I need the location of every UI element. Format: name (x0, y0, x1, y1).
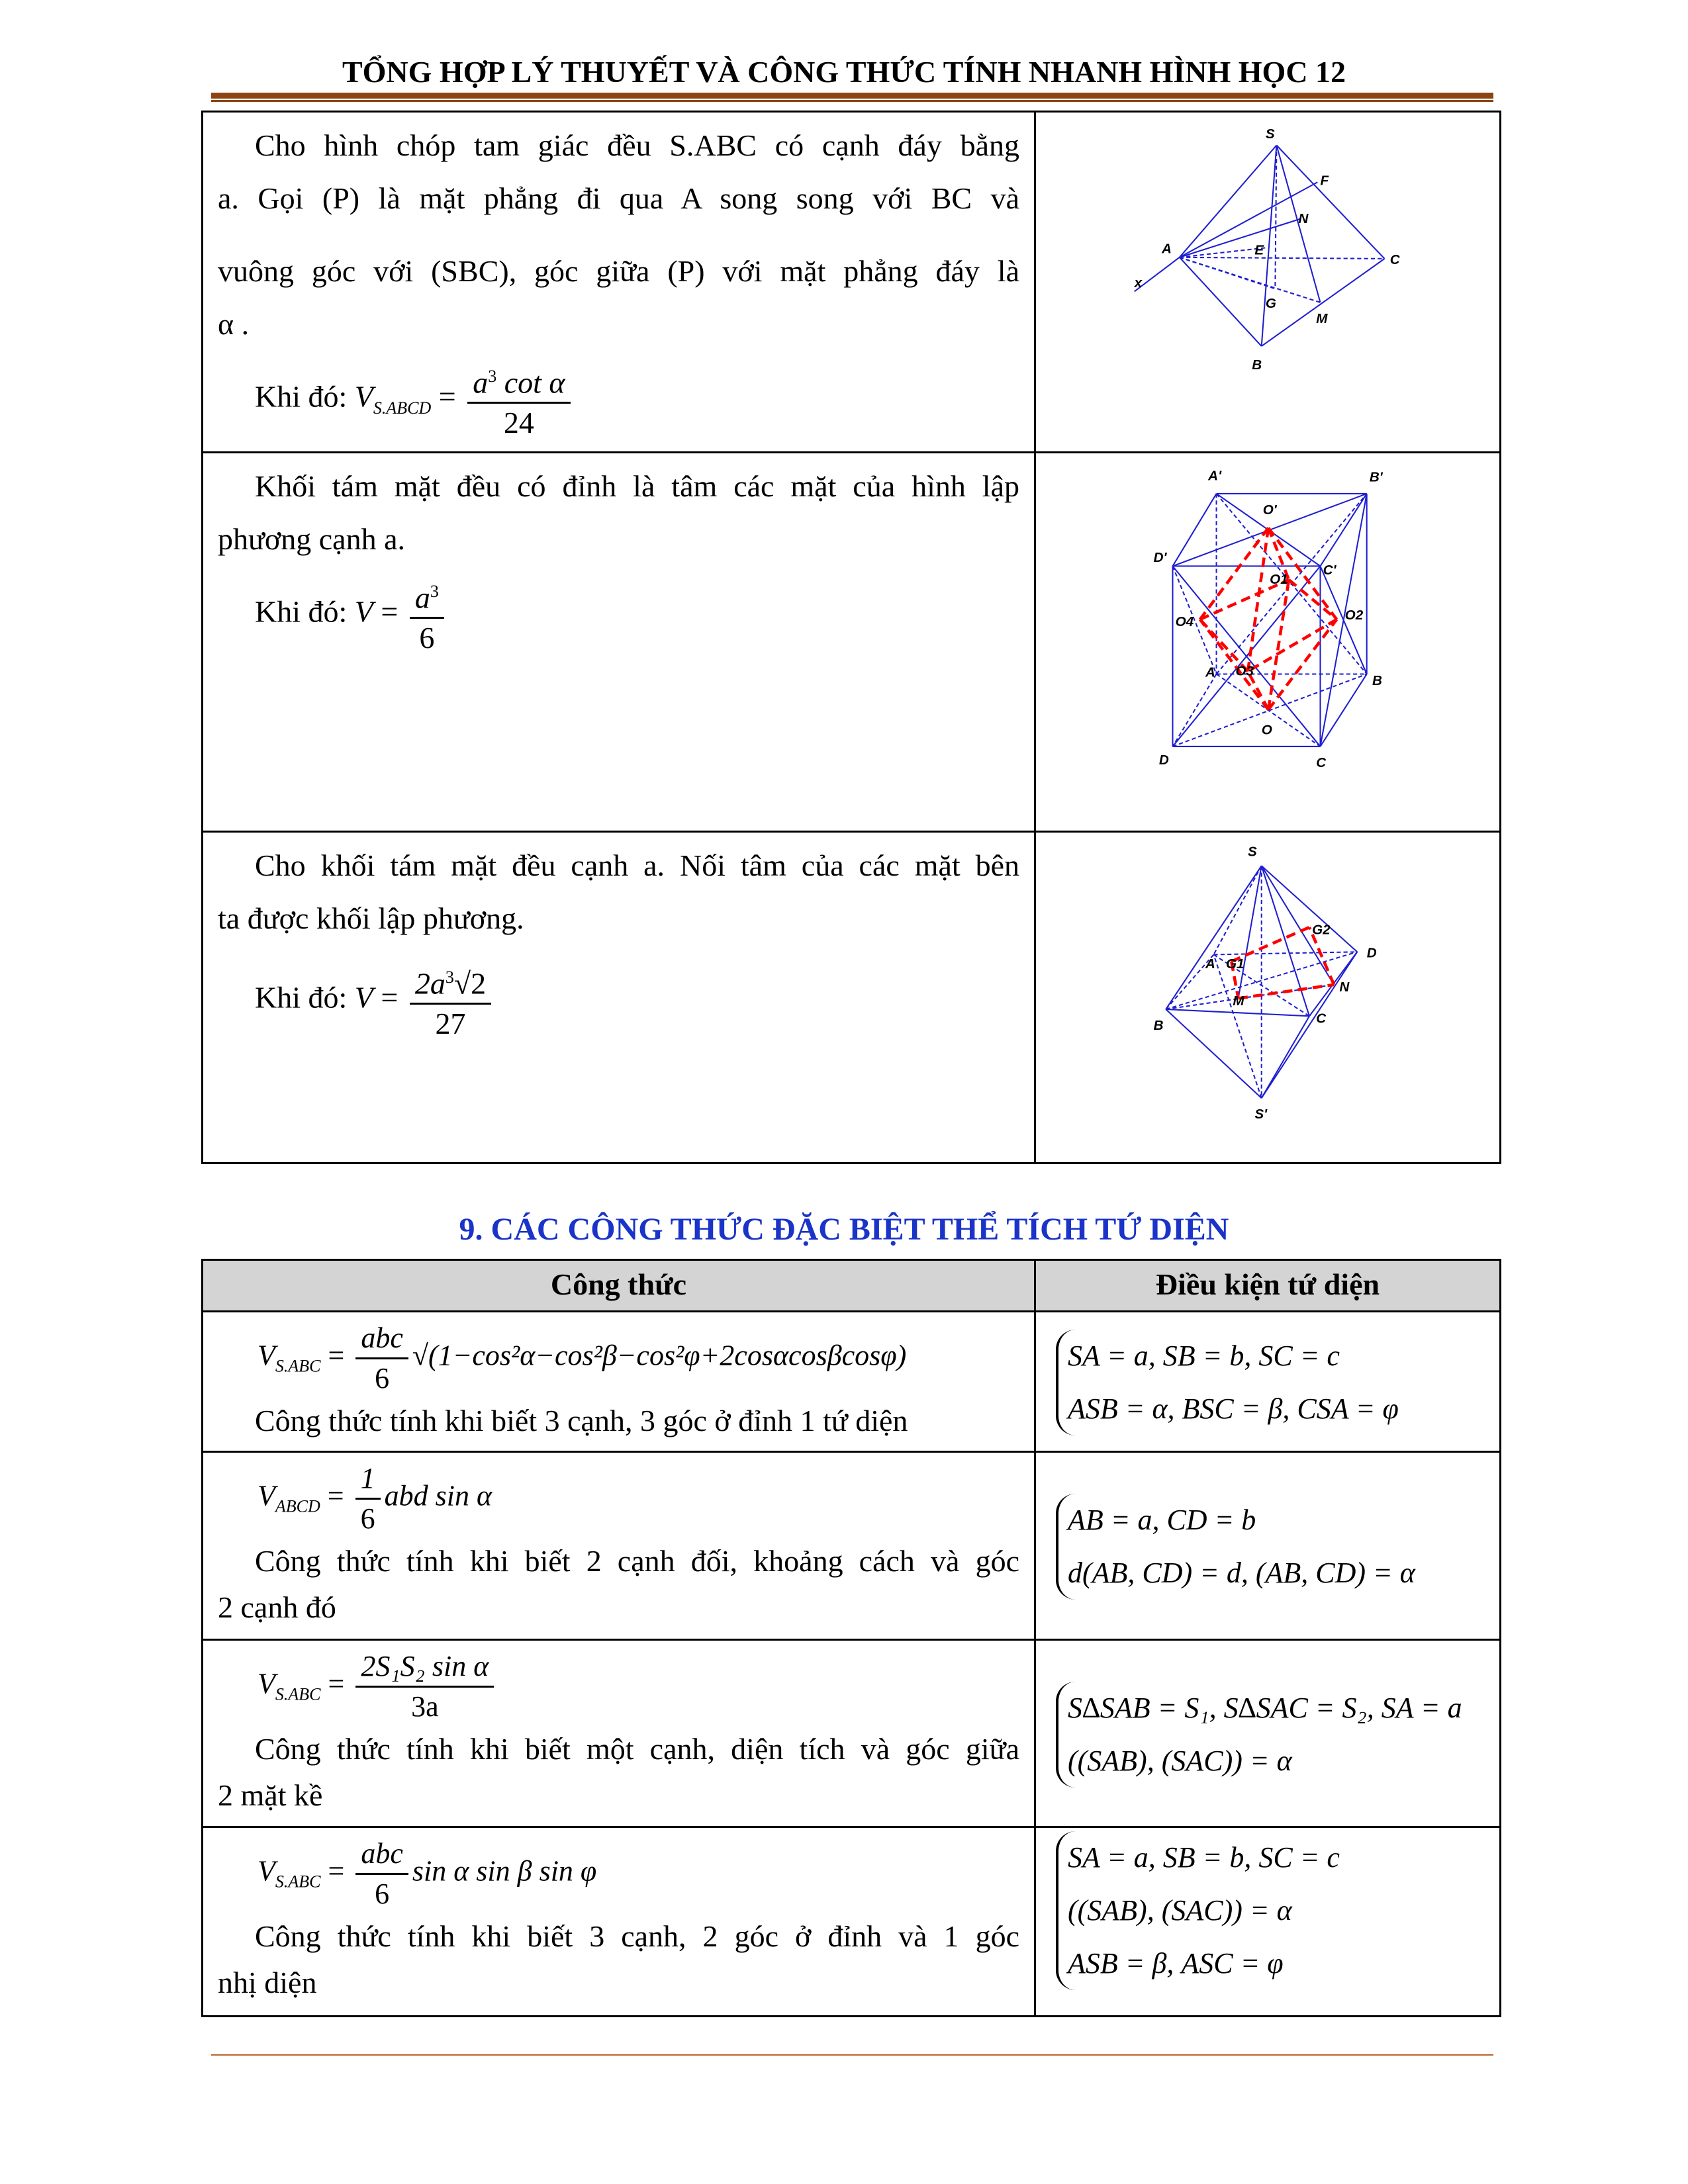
numerator: 2S₁S₂ sin α (355, 1647, 494, 1688)
formula-sub: ABCD (275, 1496, 320, 1516)
figure-edge (1166, 952, 1357, 1009)
numerator: abc (355, 1319, 408, 1359)
numerator: 1 (355, 1459, 381, 1500)
formula-lhs: V (258, 1339, 275, 1372)
figure-edge (1166, 866, 1262, 1009)
octahedron-figure (1036, 833, 1499, 1164)
figure-label: E (1254, 242, 1264, 258)
fraction (410, 572, 444, 657)
formula-sub: S.ABC (275, 1684, 321, 1704)
condition-system (1056, 1682, 1462, 1788)
text-line: Cho khối tám mặt đều cạnh a. Nối tâm của các mặt bên (255, 848, 1019, 882)
figure-label: M (1233, 993, 1244, 1009)
figure-edge (1180, 146, 1277, 257)
formula: Khi đó: V = $\frac{a^3}{6}$ (218, 572, 1019, 657)
fraction (355, 1319, 408, 1398)
figure-label: A (1205, 664, 1215, 680)
figure-edge (1248, 619, 1336, 671)
figure-edge (1262, 259, 1385, 346)
formula-tail: sin α sin β sin φ (412, 1854, 597, 1888)
exponent: 3 (488, 367, 497, 386)
formula-description-cont: nhị diện (218, 1966, 317, 1999)
text-line: ta được khối lập phương. (218, 901, 524, 935)
figure-label: x (1134, 275, 1143, 291)
condition-line: AB = a, CD = b (1068, 1504, 1256, 1536)
figure-edge (1166, 985, 1334, 1009)
formula: Khi đó: V = $\frac{2a^3√2}{27}$ (218, 958, 1019, 1043)
formula-label: Khi đó: (255, 379, 348, 414)
formula: $V_{S.ABC}$ = $\frac{\text{2S₁S₂ sin α}}{3a}$ (218, 1647, 1019, 1726)
figure-label: G (1265, 296, 1276, 312)
figure-edge (1166, 1009, 1262, 1098)
figure-label: O' (1262, 502, 1277, 518)
section-title: 9. CÁC CÔNG THỨC ĐẶC BIỆT THỂ TÍCH TỨ DIỆN (459, 1212, 1229, 1247)
text-line: phương cạnh a. (218, 522, 406, 556)
figure-label: S (1265, 126, 1275, 142)
formula-sub: S.ABC (275, 1872, 321, 1891)
formula-lhs: V (354, 594, 373, 629)
formula-label: Khi đó: (255, 980, 348, 1015)
figure-edge (1172, 494, 1216, 566)
formula-cell (203, 1641, 1036, 1826)
table-row (203, 451, 1499, 831)
condition-system (1056, 1494, 1415, 1600)
figure-edge (1268, 619, 1336, 709)
denominator: 3a (411, 1690, 439, 1723)
formula-description-cont: 2 cạnh đó (218, 1590, 336, 1624)
fraction (355, 1459, 381, 1538)
figure-label: O (1261, 722, 1272, 738)
figure-label: O3 (1235, 663, 1254, 679)
formula-lhs: V (258, 1667, 275, 1700)
condition-system (1056, 1831, 1340, 1990)
formula-cell (203, 1312, 1036, 1451)
formula-description-cont: 2 mặt kề (218, 1778, 323, 1812)
figure-label: S' (1254, 1107, 1268, 1122)
figure-label: C (1316, 754, 1327, 770)
condition-cell (1036, 1312, 1499, 1451)
figure-label: O1 (1270, 572, 1288, 588)
formula-cell (203, 1453, 1036, 1639)
condition-cell (1036, 1641, 1499, 1826)
denominator: 27 (435, 1007, 466, 1041)
table-row (203, 1451, 1499, 1639)
formula-tail: √(1−cos²α−cos²β−cos²φ+2cosαcosβcosφ) (412, 1339, 907, 1372)
figure-edge (1248, 528, 1268, 672)
formula-lhs: V (354, 980, 373, 1015)
figure-edge (1262, 1016, 1309, 1098)
condition-line: ((SAB), (SAC)) = α (1068, 1894, 1292, 1927)
column-header-condition: Điều kiện tứ diện (1036, 1261, 1499, 1310)
table-row (203, 113, 1499, 451)
formula: $V_{ABCD}$ = $\frac{1}{6}$ abd sin α (218, 1459, 1019, 1538)
figure-label: D (1158, 752, 1169, 768)
fraction (410, 958, 491, 1043)
figure-edge (1172, 674, 1216, 747)
figure-label: D' (1153, 550, 1167, 566)
figure-label: F (1320, 173, 1329, 189)
formula-table (201, 1259, 1501, 2017)
formula-lhs: V (258, 1479, 275, 1512)
numerator: a (473, 365, 489, 400)
formula-description: Công thức tính khi biết 2 cạnh đối, khoảng cách và góc (255, 1544, 1019, 1578)
figure-label: A' (1208, 468, 1221, 484)
denominator: 6 (375, 1878, 390, 1910)
table-row (203, 1310, 1499, 1451)
text-line: vuông góc với (SBC), góc giữa (P) với mặt phẳng đáy là (218, 254, 1019, 288)
denominator: 6 (375, 1362, 390, 1394)
figure-label: C (1316, 1011, 1327, 1026)
denominator: 24 (503, 406, 534, 440)
figure-edge (1239, 985, 1335, 999)
text-line: α . (218, 307, 250, 341)
text-line: Khối tám mặt đều có đỉnh là tâm các mặt của hình lập (255, 469, 1019, 503)
denominator: 6 (419, 621, 435, 655)
octahedron-cube-diagram (1036, 833, 1499, 1164)
figure-label: C' (1323, 562, 1336, 578)
formula-sub: S.ABC (275, 1356, 321, 1376)
formula-cell (203, 1828, 1036, 2017)
formula-description: Công thức tính khi biết 3 cạnh, 2 góc ở đỉnh và 1 góc (255, 1919, 1019, 1953)
numerator: 2a (414, 966, 445, 1001)
figure-label: N (1339, 979, 1350, 995)
figure-label: B (1372, 673, 1382, 689)
figure-edge (1213, 952, 1357, 954)
denominator: 6 (360, 1502, 375, 1535)
cube-octahedron-diagram (1036, 453, 1499, 831)
pyramid-figure (1036, 113, 1499, 451)
row-text (203, 113, 1036, 451)
footer-divider (211, 2054, 1493, 2056)
text-line: a. Gọi (P) là mặt phẳng đi qua A song song với BC và (218, 181, 1019, 215)
exponent: 3 (430, 582, 439, 601)
figure-label: B (1153, 1017, 1164, 1033)
row-text (203, 833, 1036, 1164)
condition-line: ASB = β, ASC = φ (1068, 1947, 1284, 1979)
figure-label: M (1316, 310, 1328, 326)
numerator-tail: √2 (453, 966, 487, 1001)
numerator: abc (355, 1835, 408, 1875)
figure-label: D (1366, 945, 1377, 961)
fraction (355, 1647, 494, 1726)
figure-label: B (1252, 357, 1262, 373)
figure-label: G1 (1226, 956, 1244, 972)
condition-line: S∆SAB = S₁, S∆SAC = S₂, SA = a (1068, 1691, 1462, 1724)
header-divider (211, 93, 1493, 102)
figure-edge (1289, 580, 1336, 619)
table-row (203, 1639, 1499, 1826)
formula-lhs: V (354, 379, 373, 414)
table-row (203, 1826, 1499, 2017)
condition-line: ((SAB), (SAC)) = α (1068, 1744, 1292, 1777)
cube-figure (1036, 453, 1499, 831)
pyramid-diagram (1036, 113, 1499, 451)
figure-label: O4 (1175, 614, 1194, 630)
figure-label: A (1205, 956, 1215, 972)
formula: $V_{S.ABC}$ = $\frac{\text{abc}}{6}$ sin α sin β sin φ (218, 1835, 1019, 1913)
formula-tail: abd sin α (384, 1479, 492, 1512)
figure-label: N (1298, 211, 1309, 227)
condition-line: ASB = α, BSC = β, CSA = φ (1068, 1392, 1399, 1425)
fraction (355, 1835, 408, 1913)
figure-label: G2 (1312, 922, 1331, 938)
figure-label: B' (1369, 469, 1383, 485)
condition-line: SA = a, SB = b, SC = c (1068, 1340, 1340, 1372)
formula-label: Khi đó: (255, 594, 348, 629)
figure-edge (1180, 257, 1385, 259)
column-header-formula: Công thức (203, 1261, 1036, 1310)
condition-cell (1036, 1453, 1499, 1639)
formula-description: Công thức tính khi biết 3 cạnh, 3 góc ở đỉnh 1 tứ diện (255, 1404, 908, 1437)
numerator-tail: cot α (496, 365, 565, 400)
numerator: a (414, 580, 430, 615)
fraction (467, 357, 570, 442)
condition-line: SA = a, SB = b, SC = c (1068, 1841, 1340, 1874)
exponent: 3 (445, 968, 454, 987)
theory-table (201, 111, 1501, 1164)
figure-label: A (1161, 241, 1172, 257)
formula-sub: S.ABCD (373, 398, 432, 418)
condition-cell (1036, 1828, 1499, 2017)
formula: Khi đó: $V_{S.ABCD}$ = $\frac{a^3 \cot \alpha}{24}$ (218, 357, 1019, 442)
figure-edge (1262, 952, 1358, 1098)
table-row (203, 831, 1499, 1164)
figure-label: O2 (1344, 607, 1364, 623)
row-text (203, 453, 1036, 831)
condition-system (1056, 1330, 1399, 1435)
figure-edge (1166, 1009, 1309, 1016)
formula-lhs: V (258, 1854, 275, 1888)
formula-description: Công thức tính khi biết một cạnh, diện tích và góc giữa (255, 1732, 1019, 1766)
page-header-title: TỔNG HỢP LÝ THUYẾT VÀ CÔNG THỨC TÍNH NHANH HÌNH HỌC 12 (342, 55, 1346, 89)
condition-line: d(AB, CD) = d, (AB, CD) = α (1068, 1557, 1415, 1589)
figure-label: S (1248, 844, 1257, 860)
text-line: Cho hình chóp tam giác đều S.ABC có cạnh đáy bằng (255, 128, 1019, 162)
figure-label: C (1389, 252, 1400, 268)
formula: $V_{S.ABC}$ = $\frac{\text{abc}}{6}$ √(1−cos²α−cos²β−cos²φ+2cosαcosβcosφ) (218, 1319, 1019, 1398)
